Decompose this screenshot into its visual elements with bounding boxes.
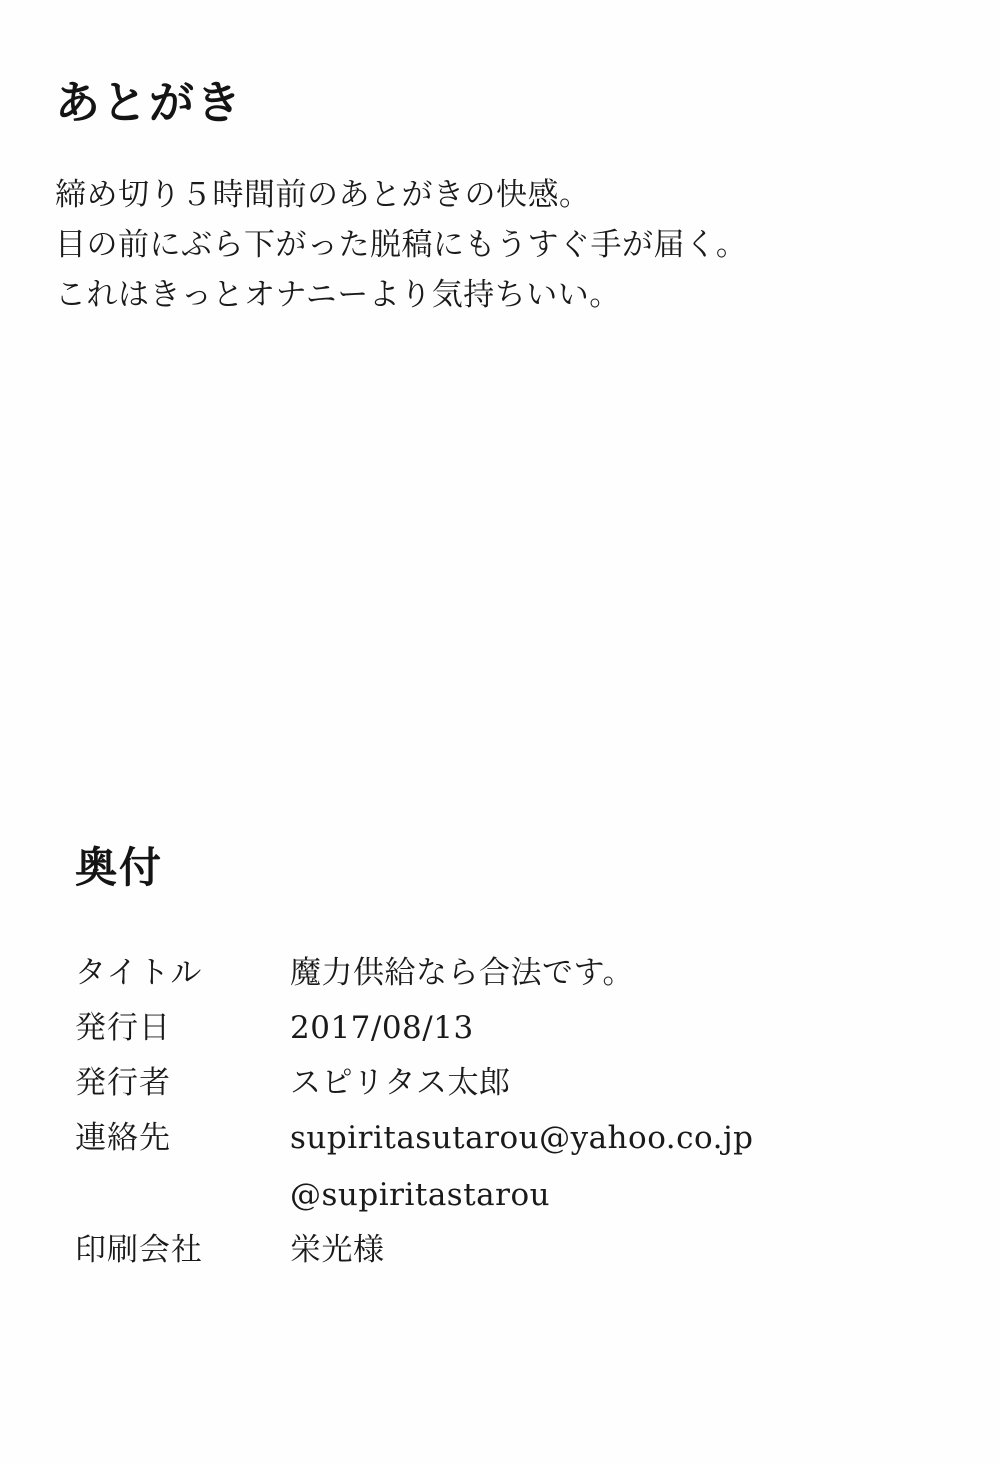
colophon-value-printer: 栄光様 — [290, 1232, 385, 1269]
table-row — [75, 949, 753, 1004]
afterword-body — [55, 170, 935, 321]
colophon-table — [75, 949, 753, 1281]
colophon-label-title: タイトル — [75, 955, 203, 992]
colophon-label-publish-date: 発行日 — [75, 1010, 171, 1047]
colophon-label-publisher: 発行者 — [75, 1065, 171, 1102]
table-row — [75, 1004, 753, 1059]
table-row — [75, 1169, 753, 1226]
colophon-value-publish-date: 2017/08/13 — [290, 1010, 474, 1047]
afterword-line-3: これはきっとオナニーより気持ちいい。 — [55, 276, 621, 313]
colophon-value-contact-email: supiritasutarou@yahoo.co.jp — [290, 1120, 754, 1157]
afterword-section — [55, 78, 935, 320]
colophon-heading: 奥付 — [75, 843, 164, 892]
afterword-line-2: 目の前にぶら下がった脱稿にもうすぐ手が届く。 — [55, 226, 748, 263]
table-row — [75, 1059, 753, 1114]
colophon-label-empty — [75, 1169, 290, 1226]
afterword-heading: あとがき — [55, 76, 244, 129]
colophon-section — [75, 845, 945, 1281]
colophon-value-contact-handle: @supiritastarou — [290, 1177, 551, 1214]
afterword-line-1: 締め切り５時間前のあとがきの快感。 — [55, 176, 591, 213]
table-row — [75, 1114, 753, 1169]
colophon-value-title: 魔力供給なら合法です。 — [290, 955, 635, 992]
colophon-label-contact: 連絡先 — [75, 1120, 171, 1157]
colophon-label-printer: 印刷会社 — [75, 1232, 203, 1269]
colophon-value-publisher: スピリタス太郎 — [290, 1065, 511, 1102]
table-row — [75, 1226, 753, 1281]
